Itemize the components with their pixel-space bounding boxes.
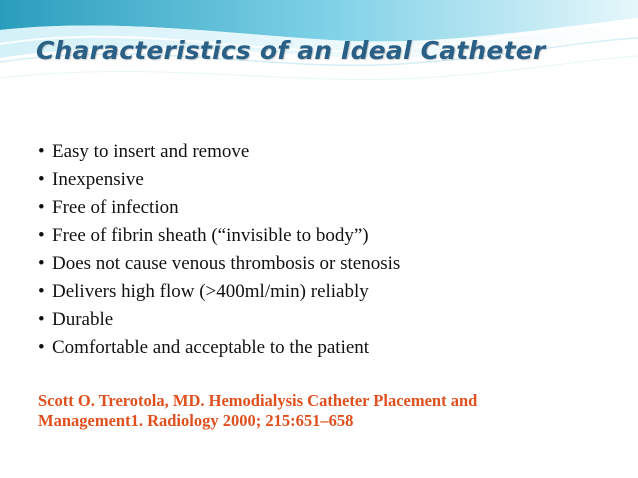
bullet-marker: • <box>38 169 45 190</box>
bullet-marker: • <box>38 281 45 302</box>
bullet-item <box>38 194 400 222</box>
bullet-text: Does not cause venous thrombosis or stenosis <box>52 253 401 274</box>
bullet-marker: • <box>38 141 45 162</box>
bullet-text: Durable <box>52 309 114 330</box>
citation-line-1: Scott O. Trerotola, MD. Hemodialysis Catheter Placement and <box>38 391 478 410</box>
bullet-marker: • <box>38 309 45 330</box>
bullet-text: Easy to insert and remove <box>52 141 250 162</box>
bullet-text: Free of fibrin sheath (“invisible to body”) <box>52 225 369 246</box>
bullet-text: Comfortable and acceptable to the patient <box>52 337 370 358</box>
bullet-marker: • <box>38 197 45 218</box>
citation <box>38 391 598 431</box>
bullet-marker: • <box>38 253 45 274</box>
bullet-marker: • <box>38 225 45 246</box>
bullet-marker: • <box>38 337 45 358</box>
bullet-list <box>38 138 400 362</box>
bullet-item <box>38 278 400 306</box>
bullet-item <box>38 138 400 166</box>
bullet-text: Delivers high flow (>400ml/min) reliably <box>52 281 369 302</box>
citation-line-2: Management1. Radiology 2000; 215:651–658 <box>38 411 354 430</box>
bullet-item <box>38 222 400 250</box>
bullet-text: Inexpensive <box>52 169 144 190</box>
slide-title: Characteristics of an Ideal Catheter <box>36 36 546 65</box>
bullet-text: Free of infection <box>52 197 179 218</box>
bullet-item <box>38 166 400 194</box>
bullet-item <box>38 334 400 362</box>
bullet-item <box>38 306 400 334</box>
bullet-item <box>38 250 400 278</box>
